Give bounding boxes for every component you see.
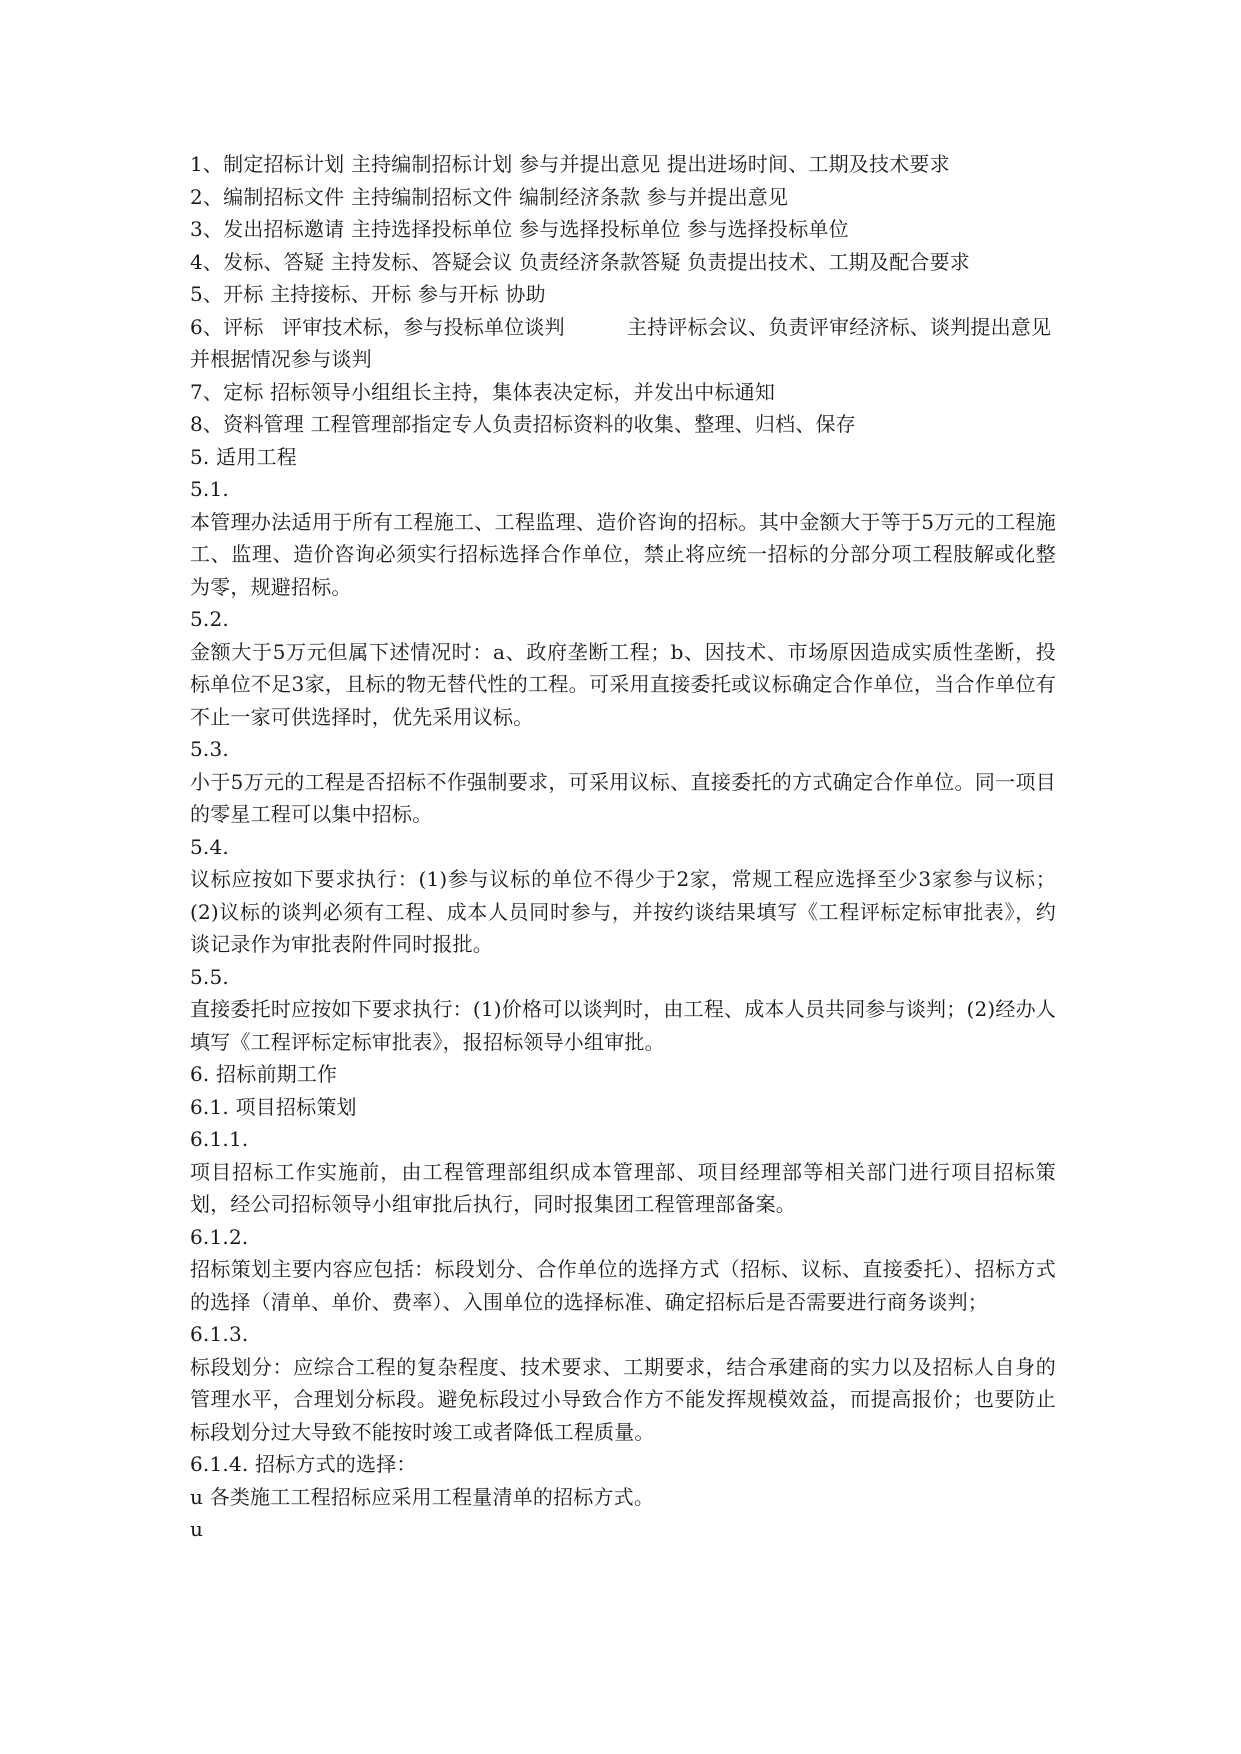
- clause-5-1-number: 5.1.: [190, 477, 229, 501]
- clause-6-1-2-text: 招标策划主要内容应包括：标段划分、合作单位的选择方式（招标、议标、直接委托）、招标方式的选择（清单、单价、费率）、入围单位的选择标准、确定招标后是否需要进行商务谈判；: [190, 1257, 1056, 1314]
- table-row-4: 4、发标、答疑 主持发标、答疑会议 负责经济条款答疑 负责提出技术、工期及配合要求: [190, 249, 970, 274]
- row6-cost: 主持评标会议、负责评审经济标、谈判提出意见并根据情况参与谈判: [190, 314, 1052, 371]
- table-row-1: 1、制定招标计划 主持编制招标计划 参与并提出意见 提出进场时间、工期及技术要求: [190, 152, 950, 176]
- clause-5-5-number: 5.5.: [190, 964, 229, 989]
- clause-6-1-2-number: 6.1.2.: [190, 1224, 249, 1249]
- section-6-heading: 6. 招标前期工作: [190, 1062, 338, 1086]
- clause-5-1-text: 本管理办法适用于所有工程施工、工程监理、造价咨询的招标。其中金额大于等于5万元的工程施工、监理、造价咨询必须实行招标选择合作单位，禁止将应统一招标的分部分项工程肢解或化整为零，规避招标。: [190, 509, 1056, 599]
- table-row-7: 7、定标 招标领导小组组长主持，集体表决定标，并发出中标通知: [190, 379, 776, 404]
- row6-engineering: 评审技术标，参与投标单位谈判: [282, 314, 565, 339]
- section-6-1-heading: 6.1. 项目招标策划: [190, 1094, 357, 1119]
- table-row-6: [190, 311, 1056, 376]
- bullet-item-1: u 各类施工工程招标应采用工程量清单的招标方式。: [190, 1484, 655, 1509]
- bullet-item-2: u: [190, 1517, 204, 1541]
- clause-6-1-1-text: 项目招标工作实施前，由工程管理部组织成本管理部、项目经理部等相关部门进行项目招标策划，经公司招标领导小组审批后执行，同时报集团工程管理部备案。: [190, 1159, 1056, 1216]
- clause-5-3-number: 5.3.: [190, 737, 229, 761]
- document-page: [190, 148, 1056, 1546]
- clause-5-4-number: 5.4.: [190, 834, 229, 859]
- clause-5-5-text: 直接委托时应按如下要求执行：(1)价格可以谈判时，由工程、成本人员共同参与谈判；(2)经办人填写《工程评标定标审批表》，报招标领导小组审批。: [190, 997, 1056, 1054]
- clause-6-1-3-text: 标段划分：应综合工程的复杂程度、技术要求、工期要求，结合承建商的实力以及招标人自身的管理水平，合理划分标段。避免标段过小导致合作方不能发挥规模效益，而提高报价；也要防止标段划分过大导致不能按时竣工或者降低工程质量。: [190, 1354, 1056, 1444]
- clause-6-1-3-number: 6.1.3.: [190, 1322, 249, 1346]
- table-row-3: 3、发出招标邀请 主持选择投标单位 参与选择投标单位 参与选择投标单位: [190, 217, 849, 241]
- clause-5-2-text: 金额大于5万元但属下述情况时：a、政府垄断工程；b、因技术、市场原因造成实质性垄断，投标单位不足3家，且标的物无替代性的工程。可采用直接委托或议标确定合作单位，当合作单位有不止一家可供选择时，优先采用议标。: [190, 639, 1056, 729]
- clause-5-3-text: 小于5万元的工程是否招标不作强制要求，可采用议标、直接委托的方式确定合作单位。同一项目的零星工程可以集中招标。: [190, 769, 1056, 826]
- table-row-2: 2、编制招标文件 主持编制招标文件 编制经济条款 参与并提出意见: [190, 184, 789, 209]
- table-row-8: 8、资料管理 工程管理部指定专人负责招标资料的收集、整理、归档、保存: [190, 412, 856, 436]
- clause-6-1-1-number: 6.1.1.: [190, 1127, 249, 1151]
- row6-step: 6、评标: [190, 314, 264, 339]
- clause-6-1-4-heading: 6.1.4. 招标方式的选择：: [190, 1452, 417, 1476]
- table-row-5: 5、开标 主持接标、开标 参与开标 协助: [190, 282, 546, 306]
- clause-5-2-number: 5.2.: [190, 607, 229, 631]
- clause-5-4-text: 议标应按如下要求执行：(1)参与议标的单位不得少于2家，常规工程应选择至少3家参与议标；(2)议标的谈判必须有工程、成本人员同时参与，并按约谈结果填写《工程评标定标审批表》，约谈记录作为审批表附件同时报批。: [190, 867, 1056, 956]
- section-5-heading: 5. 适用工程: [190, 444, 297, 469]
